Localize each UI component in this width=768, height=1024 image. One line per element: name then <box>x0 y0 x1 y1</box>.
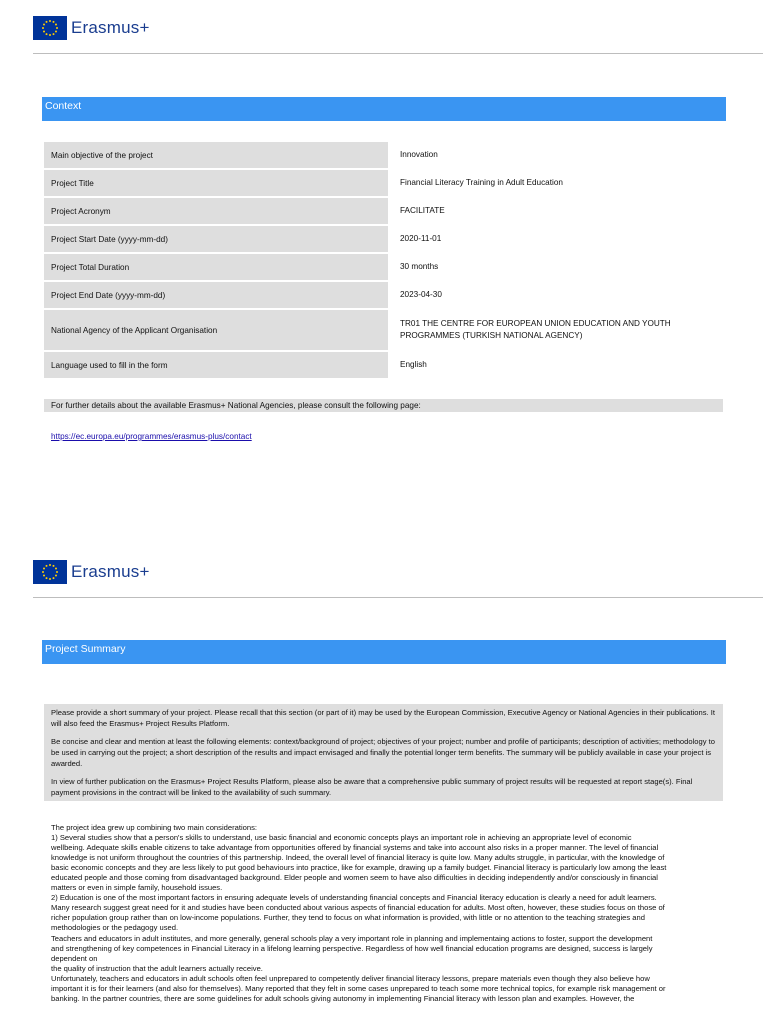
context-row <box>44 226 724 252</box>
context-row-value: Financial Literacy Training in Adult Education <box>400 178 563 187</box>
instruction-paragraph: Please provide a short summary of your project. Please recall that this section (or part of it) may be used by the European Commission, Executive Agency or National Agencies in their publications. It will also feed the Erasmus+ Project Results Platform. <box>51 708 715 728</box>
summary-body-line: richer population group rather than on low-income populations. Further, they tend to focus on what information is provided, with little or no attention to the teaching strategies and <box>51 913 645 923</box>
context-section-title: Context <box>42 97 726 121</box>
summary-body-line: Unfortunately, teachers and educators in adult schools often feel unprepared to competently deliver financial literacy lessons, prepare materials even though they also believe how <box>51 973 650 983</box>
context-row-value: 2020-11-01 <box>400 234 442 243</box>
summary-body-text <box>51 823 723 1004</box>
brand-name: Erasmus+ <box>71 18 150 37</box>
summary-body-line: and strengthening of key competences in Financial Literacy in a lifelong learning perspective. Regardless of how well financial education programs are designed, success is largely <box>51 943 653 953</box>
summary-body-line: educated people and those coming from disadvantaged background. Elder people and women seem to have also difficulties in deciding independently and/or consciously in financial <box>51 873 658 883</box>
context-row-label: Project Start Date (yyyy-mm-dd) <box>44 226 388 252</box>
context-row <box>44 170 724 196</box>
eu-flag-icon <box>33 16 67 40</box>
summary-body-line: the quality of instruction that the adult learners actually receive. <box>51 963 263 973</box>
eu-flag-icon <box>33 560 67 584</box>
summary-body-line: The project idea grew up combining two main considerations: <box>51 823 257 832</box>
context-row-label: Main objective of the project <box>44 142 388 168</box>
context-row-value: 30 months <box>400 262 439 271</box>
summary-body-line: methodologies or the pedagogy used. <box>51 923 179 933</box>
instruction-paragraph: In view of further publication on the Erasmus+ Project Results Platform, please also be aware that a comprehensive public summary of project results will be requested at report stage(s). Final payment provisions in the contract will be linked to the availability of such summary. <box>51 777 693 797</box>
context-row-value: English <box>400 360 427 369</box>
context-table <box>44 142 724 378</box>
summary-body-line: matters or even in simple family, household issues. <box>51 883 223 893</box>
context-row-label: Project End Date (yyyy-mm-dd) <box>44 282 388 308</box>
erasmus-logo <box>33 16 150 40</box>
summary-body-line: Teachers and educators in adult institutes, and more generally, general schools play a very important role in planning and implementaing actions to foster, support the development <box>51 933 653 943</box>
context-row <box>44 352 724 378</box>
header-divider-page2 <box>33 597 763 598</box>
context-row <box>44 254 724 280</box>
summary-body-line: 1) Several studies show that a person's skills to understand, use basic financial and economic concepts plays an important role in achieving an appropriate level of economic <box>51 833 632 843</box>
summary-body-line: Many research suggest great need for it and studies have been conducted about various aspects of financial education for adults. Most often, however, these studies focus on those of <box>51 903 665 913</box>
further-details-note: For further details about the available Erasmus+ National Agencies, please consult the following page: <box>44 399 723 412</box>
summary-body-line: knowledge is not uniform throughout the countries of this partnership. Indeed, the overall level of financial literacy is quite low. Many adults struggle, in particular, with the knowledge of <box>51 853 665 863</box>
context-row <box>44 310 724 350</box>
context-row-value: TR01 THE CENTRE FOR EUROPEAN UNION EDUCATION AND YOUTH PROGRAMMES (TURKISH NATIONAL AGENCY) <box>400 319 671 340</box>
header-divider <box>33 53 763 54</box>
summary-section-title: Project Summary <box>42 640 726 664</box>
context-row-label: Project Title <box>44 170 388 196</box>
context-row-label: National Agency of the Applicant Organisation <box>44 310 388 350</box>
context-row-value: 2023-04-30 <box>400 290 442 299</box>
context-row-value: Innovation <box>400 150 438 159</box>
erasmus-logo-page2 <box>33 560 150 584</box>
summary-body-line: banking. In the partner countries, there are some guidelines for adult schools giving autonomy in implementing Financial literacy with lesson plan and examples. However, the <box>51 993 635 1003</box>
context-row-value: FACILITATE <box>400 206 445 215</box>
context-row-label: Language used to fill in the form <box>44 352 388 378</box>
national-agencies-link[interactable]: https://ec.europa.eu/programmes/erasmus-plus/contact <box>51 432 252 441</box>
summary-body-line: wellbeing. Adequate skills enable citizens to take advantage from opportunities offered by financial systems and take into account also risks in a proper manner. The level of financial <box>51 843 659 853</box>
instruction-paragraph: Be concise and clear and mention at least the following elements: context/background of project; objectives of your project; number and profile of participants; description of activities; methodology to be used in carrying out the project; a short description of the results and impact envisaged and finally the potential longer term benefits. The summary will be publicly available in case your project is awarded. <box>51 737 715 768</box>
summary-instructions <box>44 704 723 801</box>
summary-body-line: dependent on <box>51 953 98 963</box>
context-row <box>44 282 724 308</box>
context-row-label: Project Total Duration <box>44 254 388 280</box>
context-row <box>44 142 724 168</box>
summary-body-line: important it is for their learners (and also for themselves). Many reported that they felt in some cases unprepared to teach some more technical topics, for example risk management or <box>51 983 666 993</box>
brand-name: Erasmus+ <box>71 562 150 581</box>
context-row-label: Project Acronym <box>44 198 388 224</box>
summary-body-line: basic economic concepts and they are less likely to put good behaviours into practice, like for example, drawing up a family budget. Financial literacy is particularly low among the least <box>51 863 667 873</box>
context-row <box>44 198 724 224</box>
summary-body-line: 2) Education is one of the most important factors in ensuring adequate levels of understanding financial concepts and Financial literacy education is clearly a need for adult learners. <box>51 893 657 903</box>
